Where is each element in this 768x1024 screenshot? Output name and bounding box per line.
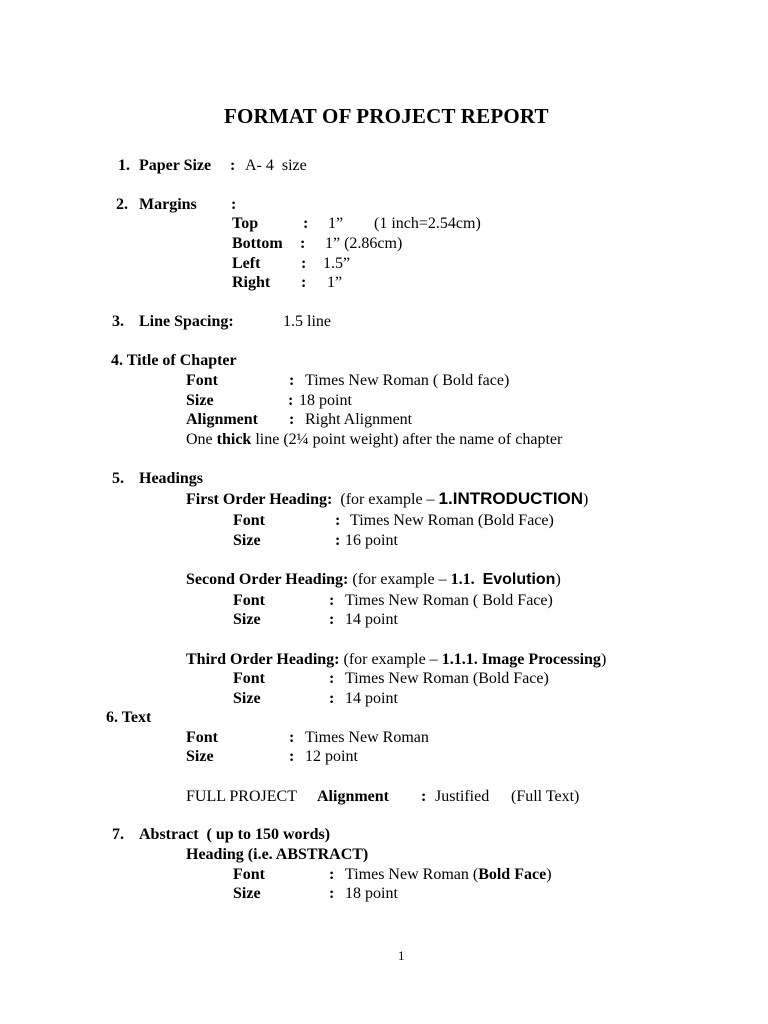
third-order-example-pre: (for example – <box>343 651 442 668</box>
paper-size-colon: : <box>230 157 236 174</box>
margin-bottom-colon: : <box>300 235 306 252</box>
text-alignment-value: Justified <box>435 788 490 805</box>
chapter-size-value: 18 point <box>299 392 352 409</box>
abstract-size-colon: : <box>329 885 335 902</box>
first-order-example: 1.INTRODUCTION <box>438 489 584 508</box>
second-order-heading-line <box>186 570 561 590</box>
first-order-example-post: ) <box>583 491 589 508</box>
page-number: 1 <box>398 948 405 963</box>
text-alignment-colon: : <box>421 788 427 805</box>
second-order-example-num: 1.1. <box>450 571 475 588</box>
text-alignment-label: Alignment <box>317 788 389 805</box>
abstract-font-value-pre: Times New Roman ( <box>345 866 479 883</box>
line-spacing-value: 1.5 line <box>283 313 331 330</box>
third-order-example-post: ) <box>600 651 607 668</box>
chapter-font-colon: : <box>289 372 295 389</box>
margin-left-colon: : <box>301 255 307 272</box>
text-alignment-note: (Full Text) <box>511 788 580 805</box>
item-number: 3. <box>112 313 124 330</box>
text-font-label: Font <box>186 729 218 746</box>
headings-label: Headings <box>139 470 204 487</box>
margin-top-label: Top <box>232 215 259 232</box>
margin-left-label: Left <box>232 255 261 272</box>
second-order-example-post: ) <box>555 571 561 588</box>
abstract-heading: Heading (i.e. ABSTRACT) <box>186 846 369 863</box>
text-size-colon: : <box>289 748 295 765</box>
line-spacing-label: Line Spacing: <box>139 313 234 330</box>
item-number: 7. <box>112 826 124 843</box>
abstract-size-value: 18 point <box>345 885 398 902</box>
margin-top-colon: : <box>303 215 309 232</box>
third-order-size-colon: : <box>329 690 335 707</box>
text-font-colon: : <box>289 729 295 746</box>
chapter-size-colon: : <box>288 392 294 409</box>
first-order-size-colon: : <box>335 532 341 549</box>
second-order-size-label: Size <box>233 611 261 628</box>
chapter-alignment-colon: : <box>289 411 295 428</box>
margin-left-value: 1.5” <box>323 255 351 272</box>
margin-top-value: 1” <box>328 215 344 232</box>
third-order-example: 1.1.1. Image Processing <box>441 651 601 668</box>
second-order-font-value: Times New Roman ( Bold Face) <box>345 592 553 609</box>
first-order-size-value: 16 point <box>345 532 398 549</box>
second-order-example-pre: (for example – <box>352 571 451 588</box>
first-order-font-colon: : <box>335 512 341 529</box>
chapter-alignment-value: Right Alignment <box>305 411 413 428</box>
document-title: FORMAT OF PROJECT REPORT <box>224 104 549 128</box>
item-number: 5. <box>112 470 124 487</box>
margin-top-note: (1 inch=2.54cm) <box>374 215 481 232</box>
second-order-size-value: 14 point <box>345 611 398 628</box>
margin-right-value: 1” <box>327 274 343 291</box>
margin-bottom-value: 1” (2.86cm) <box>325 235 403 252</box>
line-note-pre: One <box>186 431 217 448</box>
abstract-size-label: Size <box>233 885 261 902</box>
abstract-font-colon: : <box>329 866 335 883</box>
margin-right-label: Right <box>232 274 271 291</box>
line-note-bold: thick <box>216 431 252 448</box>
second-order-example: Evolution <box>482 571 556 588</box>
margins-label: Margins <box>139 196 197 213</box>
third-order-size-label: Size <box>233 690 261 707</box>
text-font-value: Times New Roman <box>305 729 429 746</box>
first-order-example-pre: (for example – <box>340 491 439 508</box>
first-order-label: First Order Heading: <box>186 491 333 508</box>
third-order-font-colon: : <box>329 670 335 687</box>
third-order-label: Third Order Heading: <box>186 651 340 668</box>
abstract-label: Abstract ( up to 150 words) <box>139 826 331 843</box>
second-order-label: Second Order Heading: <box>186 571 349 588</box>
text-section-heading: 6. Text <box>106 709 152 726</box>
second-order-font-label: Font <box>233 592 265 609</box>
text-size-value: 12 point <box>305 748 358 765</box>
third-order-heading-line <box>186 650 606 670</box>
paper-size-label: Paper Size <box>139 157 212 174</box>
margin-bottom-label: Bottom <box>232 235 283 252</box>
paper-size-value: A- 4 size <box>245 157 307 174</box>
abstract-font-label: Font <box>233 866 265 883</box>
first-order-heading-line <box>186 489 588 510</box>
abstract-font-value-bold: Bold Face <box>478 866 547 883</box>
third-order-font-value: Times New Roman (Bold Face) <box>345 670 549 687</box>
third-order-size-value: 14 point <box>345 690 398 707</box>
chapter-font-label: Font <box>186 372 218 389</box>
text-alignment-pre: FULL PROJECT <box>186 788 301 805</box>
abstract-font-value <box>345 865 552 885</box>
chapter-line-note <box>186 430 562 450</box>
chapter-font-value: Times New Roman ( Bold face) <box>305 372 510 389</box>
chapter-title-heading: 4. Title of Chapter <box>111 352 237 369</box>
first-order-size-label: Size <box>233 532 261 549</box>
item-number: 2. <box>116 196 128 213</box>
abstract-font-value-post: ) <box>546 866 552 883</box>
third-order-font-label: Font <box>233 670 265 687</box>
first-order-font-value: Times New Roman (Bold Face) <box>350 512 554 529</box>
chapter-alignment-label: Alignment <box>186 411 258 428</box>
margin-right-colon: : <box>301 274 307 291</box>
first-order-font-label: Font <box>233 512 265 529</box>
second-order-size-colon: : <box>329 611 335 628</box>
text-size-label: Size <box>186 748 214 765</box>
line-note-post: line (2¼ point weight) after the name of chapter <box>251 431 563 448</box>
second-order-font-colon: : <box>329 592 335 609</box>
item-number: 1. <box>118 157 130 174</box>
chapter-size-label: Size <box>186 392 214 409</box>
margins-colon: : <box>231 196 237 213</box>
